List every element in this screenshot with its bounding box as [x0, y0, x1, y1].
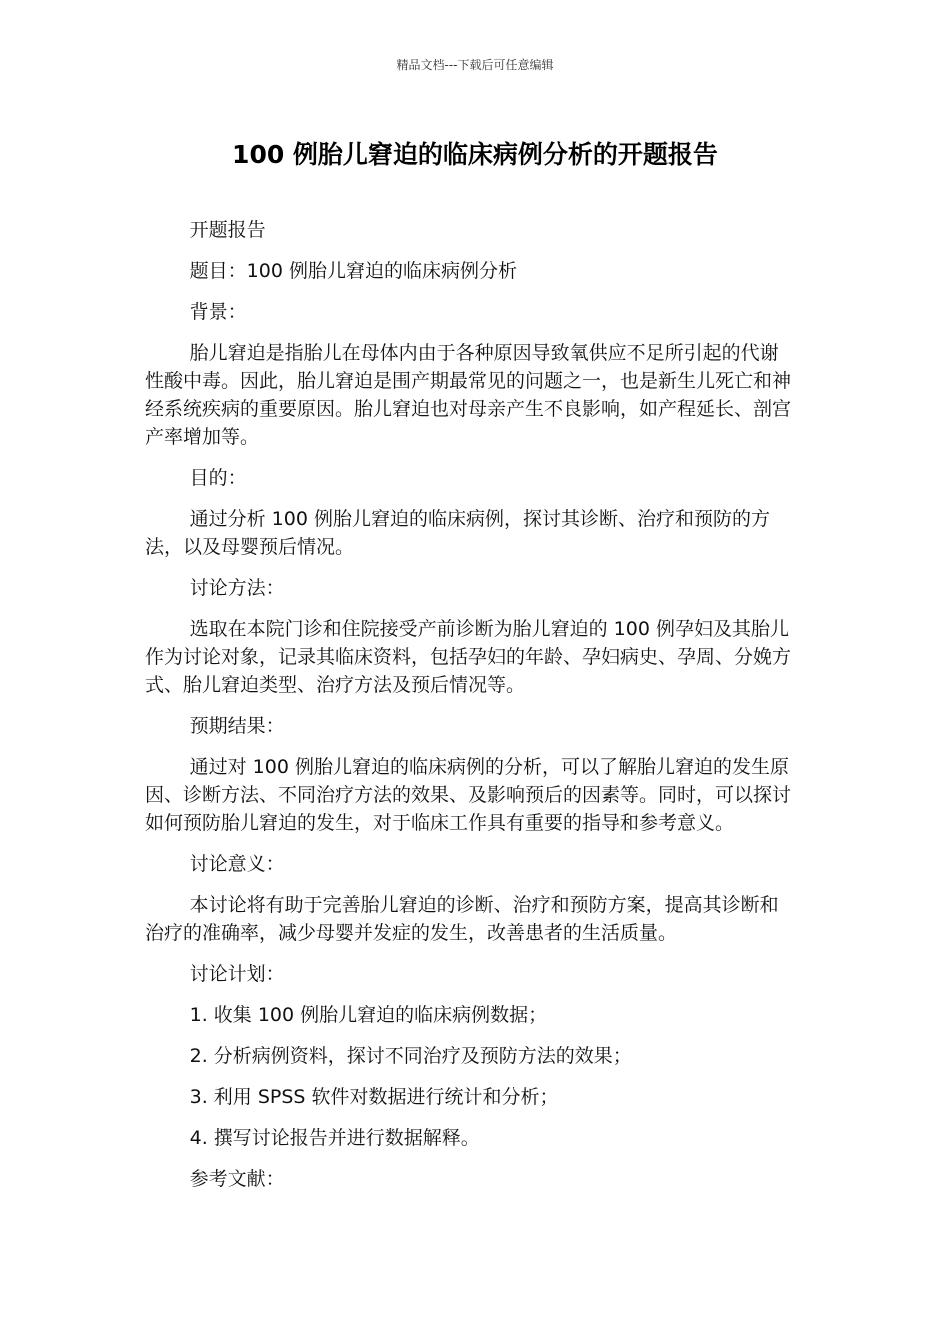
paragraph-significance: 本讨论将有助于完善胎儿窘迫的诊断、治疗和预防方案，提高其诊断和治疗的准确率，减少母婴并发症的发生，改善患者的生活质量。	[145, 894, 779, 944]
plan-item-2: 2. 分析病例资料，探讨不同治疗及预防方法的效果；	[189, 1045, 632, 1067]
plan-item-3: 3. 利用 SPSS 软件对数据进行统计和分析；	[189, 1086, 559, 1108]
heading-plan: 讨论计划：	[189, 963, 285, 985]
paragraph-report-label: 开题报告	[189, 219, 266, 241]
heading-expected-results: 预期结果：	[189, 715, 285, 737]
heading-background: 背景：	[189, 301, 247, 323]
paragraph-purpose: 通过分析 100 例胎儿窘迫的临床病例，探讨其诊断、治疗和预防的方法，以及母婴预后情况。	[145, 508, 770, 558]
plan-item-4: 4. 撰写讨论报告并进行数据解释。	[189, 1127, 480, 1149]
heading-significance: 讨论意义：	[189, 853, 285, 875]
plan-item-1: 1. 收集 100 例胎儿窘迫的临床病例数据；	[189, 1004, 548, 1026]
paragraph-topic: 题目：100 例胎儿窘迫的临床病例分析	[189, 260, 517, 282]
header-watermark: 精品文档---下载后可任意编辑	[396, 58, 554, 72]
heading-references: 参考文献：	[189, 1168, 285, 1190]
paragraph-background: 胎儿窘迫是指胎儿在母体内由于各种原因导致氧供应不足所引起的代谢性酸中毒。因此，胎儿窘迫是围产期最常见的问题之一，也是新生儿死亡和神经系统疾病的重要原因。胎儿窘迫也对母亲产生不良影响，如产程延长、剖宫产率增加等。	[145, 342, 792, 448]
heading-methods: 讨论方法：	[189, 577, 285, 599]
document-title: 100 例胎儿窘迫的临床病例分析的开题报告	[232, 140, 718, 169]
paragraph-methods: 选取在本院门诊和住院接受产前诊断为胎儿窘迫的 100 例孕妇及其胎儿作为讨论对象，记录其临床资料，包括孕妇的年龄、孕妇病史、孕周、分娩方式、胎儿窘迫类型、治疗方法及预后情况等。	[145, 618, 792, 696]
heading-purpose: 目的：	[189, 467, 247, 489]
paragraph-expected-results: 通过对 100 例胎儿窘迫的临床病例的分析，可以了解胎儿窘迫的发生原因、诊断方法、不同治疗方法的效果、及影响预后的因素等。同时，可以探讨如何预防胎儿窘迫的发生，对于临床工作具有重要的指导和参考意义。	[145, 756, 792, 834]
document-body	[145, 216, 797, 1206]
